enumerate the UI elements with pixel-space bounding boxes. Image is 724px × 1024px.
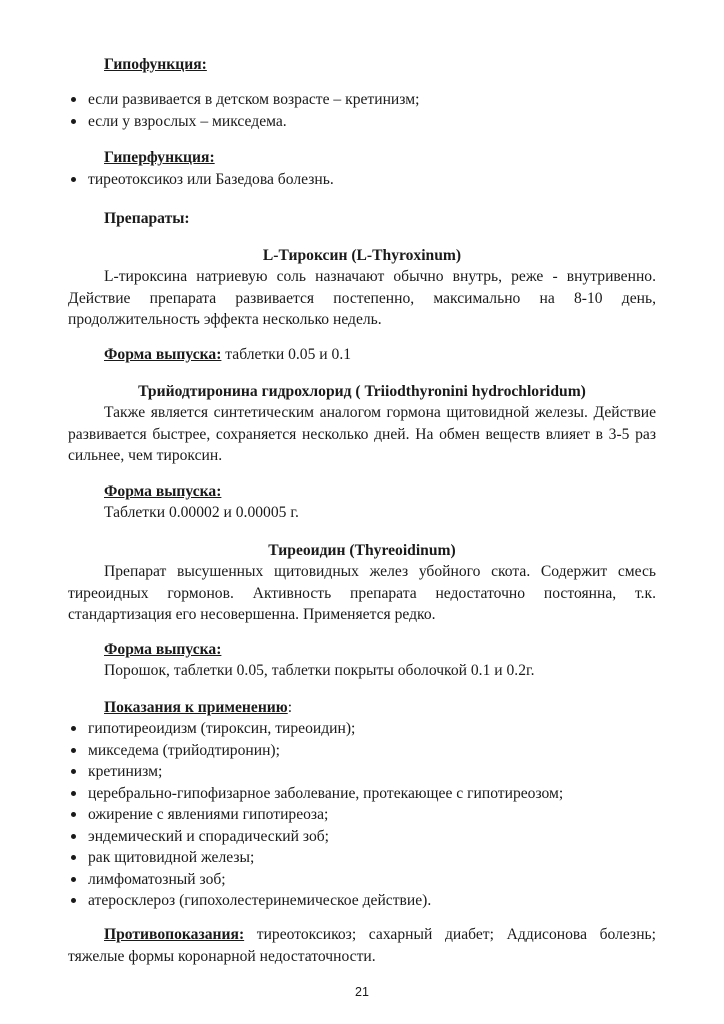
indications-heading-line [68, 697, 692, 719]
page-number: 21 [355, 985, 369, 999]
list-item: атеросклероз (гипохолестеринемическое действие). [68, 890, 656, 912]
hypofunction-heading: Гипофункция: [104, 56, 207, 73]
preparations-heading: Препараты: [104, 210, 190, 227]
list-item: ожирение с явлениями гипотиреоза; [68, 804, 656, 826]
hypofunction-list [68, 89, 656, 132]
drug-description: Также является синтетическим аналогом гормона щитовидной железы. Действие развивается быстрее, сохраняется несколько дней. На обмен веществ влияет в 3-5 раз сильнее, чем тироксин. [68, 404, 656, 464]
release-form-label: Форма выпуска: [104, 346, 222, 363]
release-form [68, 344, 692, 366]
hyperfunction-list [68, 169, 656, 191]
list-item: церебрально-гипофизарное заболевание, протекающее с гипотиреозом; [68, 783, 656, 805]
list-item: рак щитовидной железы; [68, 847, 656, 869]
list-item: гипотиреоидизм (тироксин, тиреоидин); [68, 718, 656, 740]
indications-list [68, 718, 656, 912]
contraindications-text: тиреотоксикоз; сахарный диабет; Аддисонова болезнь; тяжелые формы коронарной недостаточности. [68, 926, 656, 965]
contraindications-heading: Противопоказания: [104, 926, 245, 943]
release-form-label: Форма выпуска: [104, 641, 222, 658]
list-item: микседема (трийодтиронин); [68, 740, 656, 762]
list-item: кретинизм; [68, 761, 656, 783]
drug-title: L-Тироксин (L-Thyroxinum) [262, 247, 462, 264]
release-form-value: таблетки 0.05 и 0.1 [221, 346, 352, 363]
release-form-label: Форма выпуска: [104, 483, 222, 500]
list-item: если у взрослых – микседема. [68, 111, 656, 133]
list-item: эндемический и спорадический зоб; [68, 826, 656, 848]
contraindications [68, 924, 656, 967]
indications-colon: : [287, 699, 293, 716]
list-item: лимфоматозный зоб; [68, 869, 656, 891]
release-form-value: Таблетки 0.00002 и 0.00005 г. [104, 504, 299, 521]
drug-description: Препарат высушенных щитовидных желез убойного скота. Содержит смесь тиреоидных гормонов. Активность препарата недостаточно постоянна, т.к. стандартизация его несовершенна. Применяется редко. [68, 563, 656, 623]
drug-title: Трийодтиронина гидрохлорид ( Triiodthyronini hydrochloridum) [138, 383, 586, 400]
drug-title: Тиреоидин (Thyreoidinum) [268, 542, 456, 559]
drug-description: L-тироксина натриевую соль назначают обычно внутрь, реже - внутривенно. Действие препарата развивается постепенно, максимально на 8-10 день, продолжительность эффекта несколько недель. [68, 268, 656, 328]
release-form-value: Порошок, таблетки 0.05, таблетки покрыты оболочкой 0.1 и 0.2г. [104, 662, 535, 679]
indications-heading: Показания к применению [104, 699, 288, 716]
list-item: тиреотоксикоз или Базедова болезнь. [68, 169, 656, 191]
hyperfunction-heading: Гиперфункция: [104, 149, 215, 166]
list-item: если развивается в детском возрасте – кретинизм; [68, 89, 656, 111]
